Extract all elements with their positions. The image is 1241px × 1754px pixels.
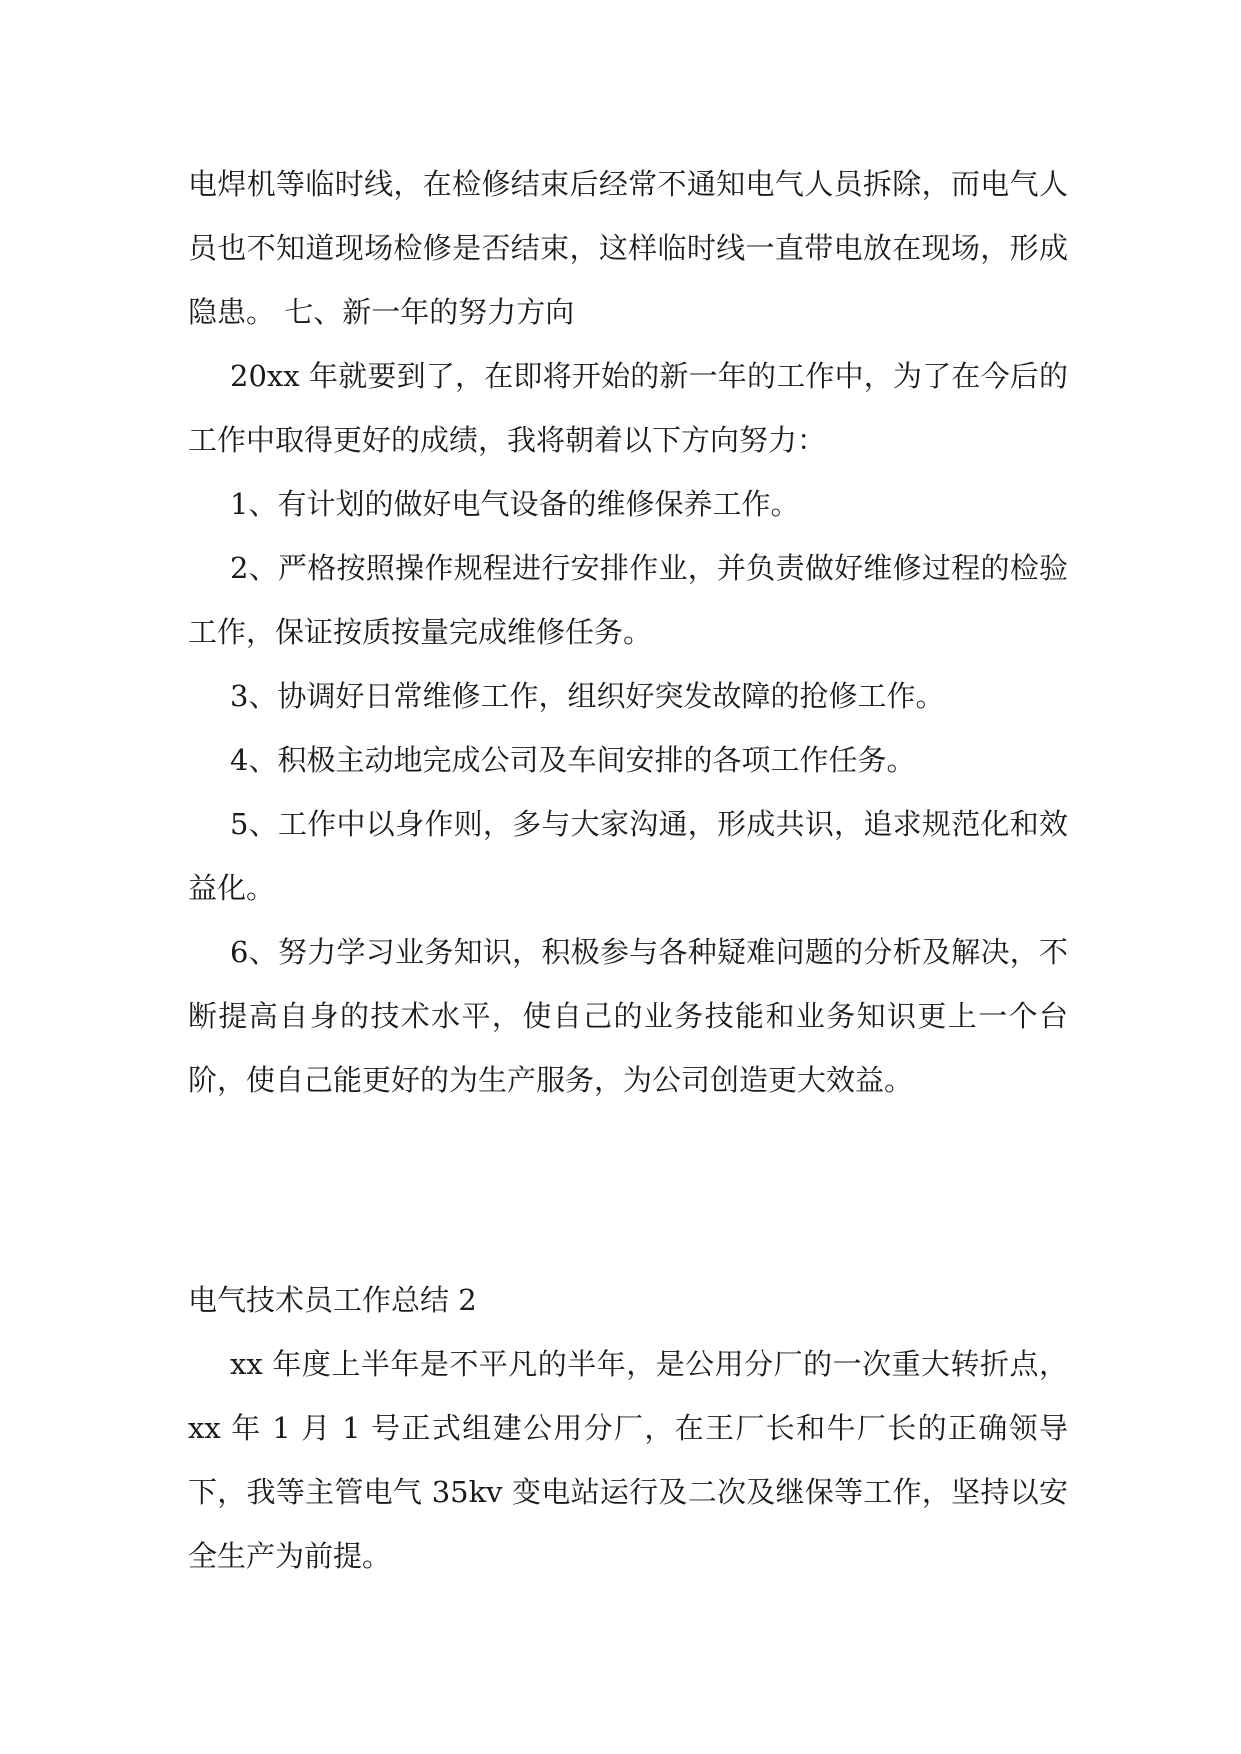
- paragraph-continuation: 电焊机等临时线，在检修结束后经常不通知电气人员拆除，而电气人员也不知道现场检修是否结束，这样临时线一直带电放在现场，形成隐患。 七、新一年的努力方向: [188, 167, 1068, 329]
- document-body-section-2: [188, 1268, 1068, 1588]
- section-title: 电气技术员工作总结 2: [188, 1283, 477, 1317]
- list-item-3: 3、协调好日常维修工作，组织好突发故障的抢修工作。: [230, 679, 945, 713]
- document-body-section-1: [188, 152, 1068, 1112]
- list-item-2: 2、严格按照操作规程进行安排作业，并负责做好维修过程的检验工作，保证按质按量完成维修任务。: [188, 551, 1068, 649]
- list-item-6: 6、努力学习业务知识，积极参与各种疑难问题的分析及解决，不断提高自身的技术水平，使自己的业务技能和业务知识更上一个台阶，使自己能更好的为生产服务，为公司创造更大效益。: [188, 935, 1068, 1097]
- list-item-1: 1、有计划的做好电气设备的维修保养工作。: [230, 487, 800, 521]
- list-item-5: 5、工作中以身作则，多与大家沟通，形成共识，追求规范化和效益化。: [188, 807, 1068, 905]
- list-item-4: 4、积极主动地完成公司及车间安排的各项工作任务。: [230, 743, 916, 777]
- paragraph-summary: xx 年度上半年是不平凡的半年，是公用分厂的一次重大转折点，xx 年 1 月 1 号正式组建公用分厂，在王厂长和牛厂长的正确领导下，我等主管电气 35kv 变电站运行及二次及继保等工作，坚持以安全生产为前提。: [188, 1347, 1068, 1573]
- paragraph-intro: 20xx 年就要到了，在即将开始的新一年的工作中，为了在今后的工作中取得更好的成绩，我将朝着以下方向努力：: [188, 359, 1068, 457]
